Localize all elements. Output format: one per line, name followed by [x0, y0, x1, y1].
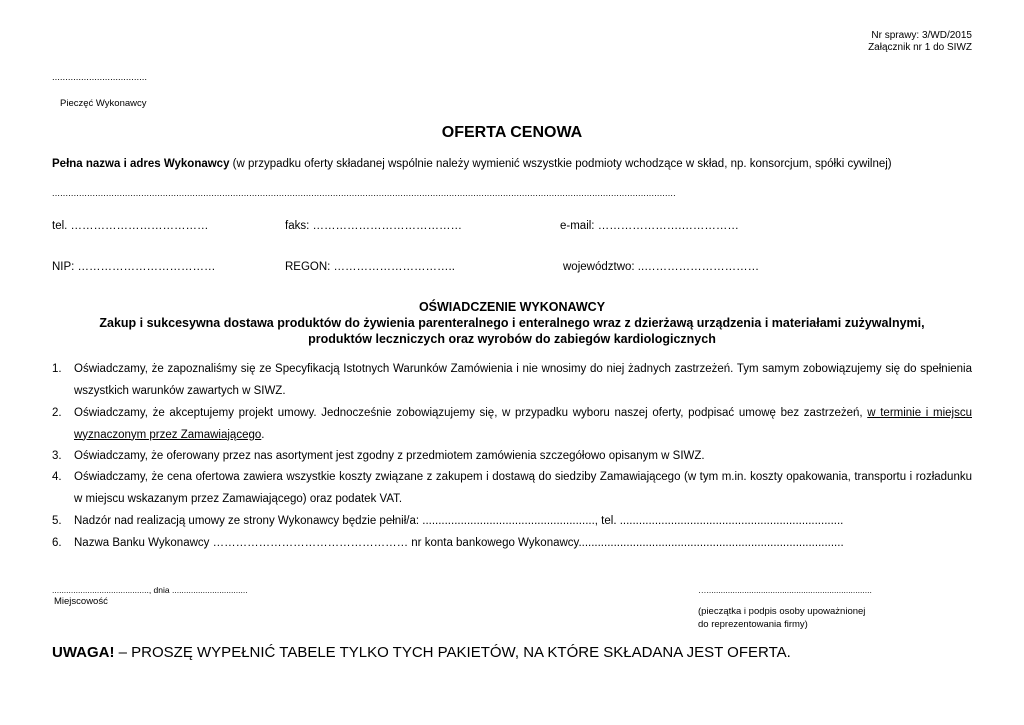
warning-note [52, 644, 791, 661]
contractor-note: (w przypadku oferty składanej wspólnie należy wymienić wszystkie podmioty wchodzące w skład, np. konsorcjum, spółki cywilnej) [229, 158, 892, 170]
item-text[interactable]: Nadzór nad realizacją umowy ze strony Wykonawcy będzie pełnił/a: ......................................................, tel. ...................................................................... [74, 515, 844, 527]
contractor-name-field[interactable]: ....................................................................................................................................................................................................................................... [52, 188, 676, 198]
declaration-heading: OŚWIADCZENIE WYKONAWCY [418, 300, 606, 314]
subject-line-2: produktów leczniczych oraz wyrobów do zabiegów kardiologicznych [308, 332, 716, 346]
item-text: Oświadczamy, że zapoznaliśmy się ze Specyfikacją Istotnych Warunków Zamówienia i nie wnosimy do niej żadnych zastrzeżeń. Tym samym zobowiązujemy się do spełnienia wszystkich warunków zawartych w SIWZ. [74, 363, 972, 397]
signature-label-2: do reprezentowania firmy) [698, 619, 808, 630]
declaration-item-6 [52, 533, 972, 555]
attachment-label: Załącznik nr 1 do SIWZ [868, 42, 972, 53]
stamp-label: Pieczęć Wykonawcy [60, 98, 147, 109]
item-end: . [261, 428, 265, 441]
subject-line-1: Zakup i sukcesywna dostawa produktów do żywienia parenteralnego i enteralnego wraz z dzierżawą urządzenia i materiałami zużywalnymi, [99, 316, 925, 330]
declaration-item-4 [52, 467, 972, 510]
stamp-dots: .................................... [52, 72, 148, 83]
warning-prefix: UWAGA! [52, 644, 115, 661]
item-number: 6. [52, 537, 62, 549]
nip-field[interactable]: NIP: ……………………………… [52, 261, 216, 273]
warning-text: – PROSZĘ WYPEŁNIĆ TABELE TYLKO TYCH PAKIETÓW, NA KTÓRE SKŁADANA JEST OFERTA. [114, 644, 791, 661]
place-label: Miejscowość [54, 596, 108, 607]
item-text-wrapper [74, 403, 972, 446]
contractor-intro [52, 158, 892, 170]
tel-field[interactable]: tel. ……………………………… [52, 220, 209, 232]
item-underlined-text: w terminie i miejscu wyznaczonym przez Zamawiającego [74, 407, 972, 441]
place-date-field[interactable]: ........................................., dnia ................................ [52, 585, 248, 595]
signature-label-1: (pieczątka i podpis osoby upoważnionej [698, 606, 866, 617]
email-field[interactable]: e-mail: ………………….…………… [560, 220, 739, 232]
signature-field[interactable]: …...................................................................... [698, 585, 872, 595]
declaration-item-2 [52, 403, 972, 446]
voivodeship-field[interactable]: województwo: ..………………………… [563, 261, 760, 273]
item-number: 5. [52, 515, 62, 527]
item-text: Oświadczamy, że akceptujemy projekt umowy. Jednocześnie zobowiązujemy się, w przypadku wyboru naszej oferty, podpisać umowę bez zastrzeżeń, [74, 407, 863, 419]
contractor-label: Pełna nazwa i adres Wykonawcy [52, 158, 230, 170]
item-number: 2. [52, 407, 62, 419]
item-number: 3. [52, 450, 62, 462]
declaration-item-5 [52, 511, 972, 533]
regon-field[interactable]: REGON: ………………………….. [285, 261, 455, 273]
item-text[interactable]: Nazwa Banku Wykonawcy …………………………………………… nr konta bankowego Wykonawcy................................................................................... [74, 537, 844, 549]
page-title: OFERTA CENOWA [441, 124, 583, 141]
declaration-item-3 [52, 446, 972, 468]
item-text: Oświadczamy, że oferowany przez nas asortyment jest zgodny z przedmiotem zamówienia szczegółowo opisanym w SIWZ. [74, 450, 705, 462]
item-number: 1. [52, 363, 62, 375]
item-number: 4. [52, 471, 62, 483]
fax-field[interactable]: faks: ………………………………… [285, 220, 462, 232]
item-text: Oświadczamy, że cena ofertowa zawiera wszystkie koszty związane z zakupem i dostawą do siedziby Zamawiającego (w tym m.in. koszty opakowania, transportu i rozładunku w miejscu wskazanym przez Zamawiającego) oraz podatek VAT. [74, 471, 972, 505]
declaration-item-1 [52, 359, 972, 402]
case-number: Nr sprawy: 3/WD/2015 [871, 30, 972, 41]
